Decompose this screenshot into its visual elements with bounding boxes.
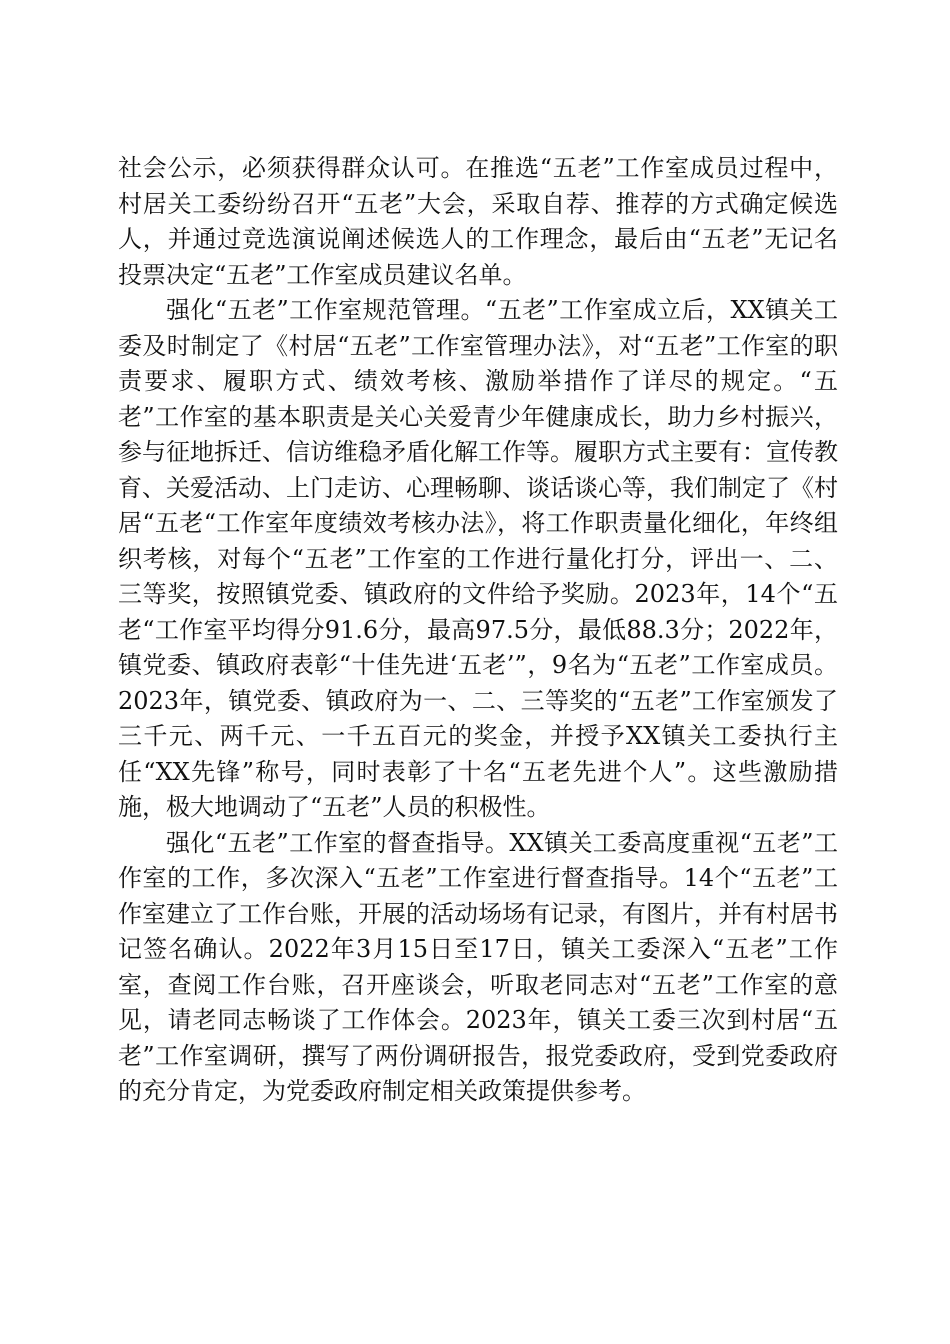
paragraph-3: 强化“五老”工作室的督查指导。XX镇关工委高度重视“五老”工作室的工作，多次深入“五老”工作室进行督查指导。14个“五老”工作室建立了工作台账，开展的活动场场有记录，有图片，并有村居书记签名确认。2022年3月15日至17日，镇关工委深入“五老”工作室，查阅工作台账，召开座谈会，听取老同志对“五老”工作室的意见，请老同志畅谈了工作体会。2023年，镇关工委三次到村居“五老”工作室调研，撰写了两份调研报告，报党委政府，受到党委政府的充分肯定，为党委政府制定相关政策提供参考。 [118, 828, 838, 1105]
paragraph-1: 社会公示，必须获得群众认可。在推选“五老”工作室成员过程中，村居关工委纷纷召开“五老”大会，采取自荐、推荐的方式确定候选人，并通过竞选演说阐述候选人的工作理念，最后由“五老”无记名投票决定“五老”工作室成员建议名单。 [118, 154, 838, 289]
paragraph-2: 强化“五老”工作室规范管理。“五老”工作室成立后，XX镇关工委及时制定了《村居“五老”工作室管理办法》，对“五老”工作室的职责要求、履职方式、绩效考核、激励举措作了详尽的规定。“五老”工作室的基本职责是关心关爱青少年健康成长，助力乡村振兴，参与征地拆迁、信访维稳矛盾化解工作等。履职方式主要有：宣传教育、关爱活动、上门走访、心理畅聊、谈话谈心等，我们制定了《村居“五老“工作室年度绩效考核办法》，将工作职责量化细化，年终组织考核，对每个“五老”工作室的工作进行量化打分，评出一、二、三等奖，按照镇党委、镇政府的文件给予奖励。2023年，14个“五老“工作室平均得分91.6分，最高97.5分，最低88.3分；2022年，镇党委、镇政府表彰“十佳先进‘五老’”，9名为“五老”工作室成员。2023年，镇党委、镇政府为一、二、三等奖的“五老”工作室颁发了三千元、两千元、一千五百元的奖金，并授予XX镇关工委执行主任“XX先锋”称号，同时表彰了十名“五老先进个人”。这些激励措施，极大地调动了“五老”人员的积极性。 [118, 296, 838, 821]
document-body [118, 151, 838, 1110]
